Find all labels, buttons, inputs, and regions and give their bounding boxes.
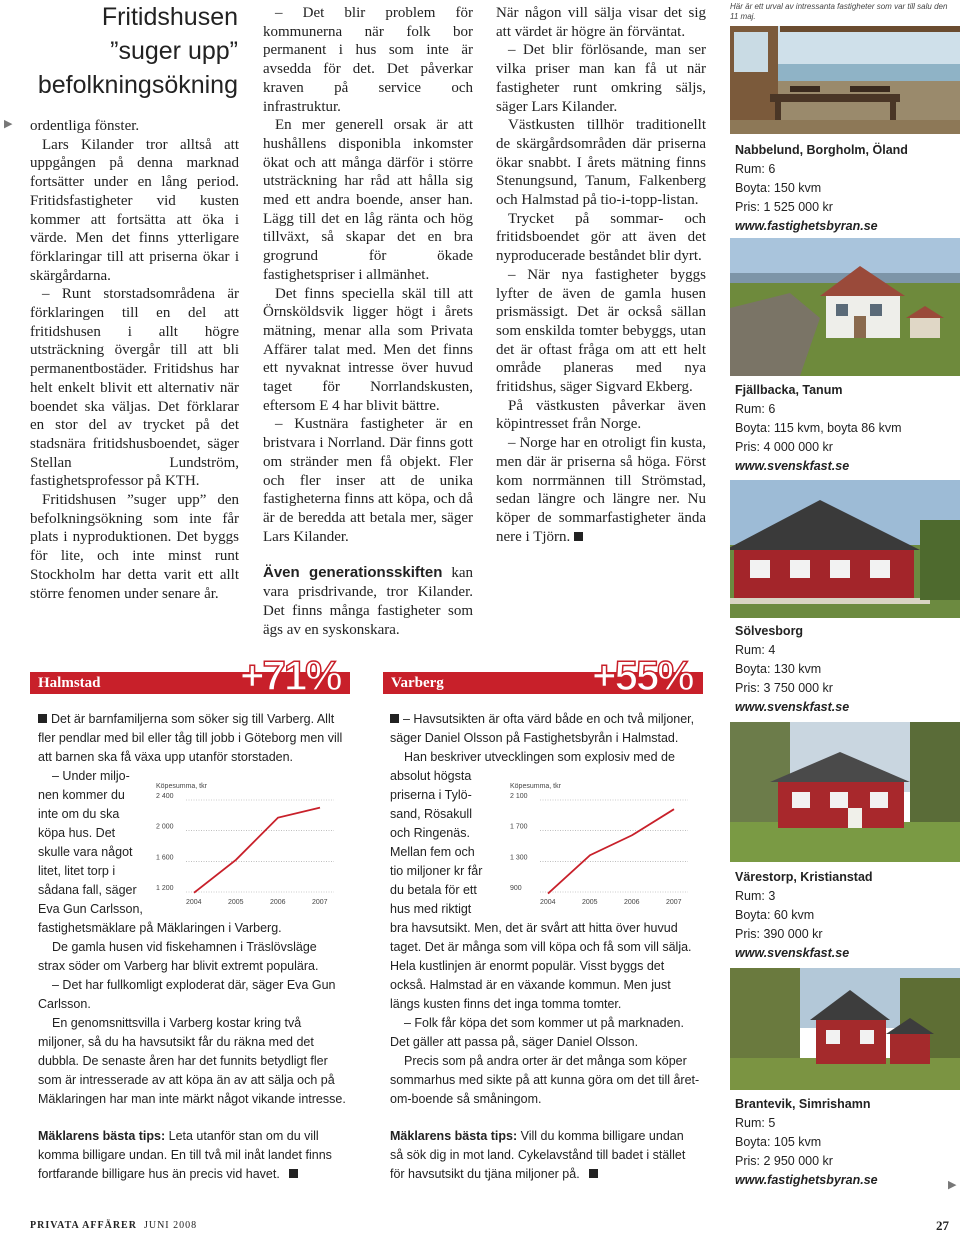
x-tick-label: 2004 <box>186 899 202 906</box>
quote-line: inte om du ska <box>38 807 120 821</box>
box-lead <box>390 710 700 748</box>
y-tick-label: 1 200 <box>156 885 174 892</box>
box-lead <box>38 710 346 767</box>
photo-nabbelund <box>730 26 960 134</box>
quote-line: nen kommer du <box>38 788 125 802</box>
box-title: Varberg <box>383 672 703 694</box>
paragraph: Trycket på sommar- och fritidsboendet gör att även det nyproducerade beståndet blir dyrt. <box>496 210 706 265</box>
listing-title: Sölvesborg <box>735 624 804 638</box>
listing-url[interactable]: www.fastighetsbyran.se <box>735 1173 878 1187</box>
chart-halmstad <box>154 772 344 912</box>
listing-rooms: Rum: 6 <box>735 162 776 176</box>
listing-varestorp <box>735 868 955 963</box>
paragraph: Det finns speciella skäl till att Örnsköldsvik ligger högt i årets mätning, menar alla som Privata Affärer talat med. Men det finns ett nyvaknat intresse över huvud taget för Norrlandskusten, eftersom E 4 har blivit bättre. <box>263 285 473 414</box>
heading-line-1: Fritidshusen <box>101 3 238 31</box>
listing-url[interactable]: www.svenskfast.se <box>735 946 850 960</box>
listing-price: Pris: 1 525 000 kr <box>735 200 833 214</box>
article-column-3 <box>496 4 706 546</box>
listing-title: Brantevik, Simrishamn <box>735 1097 871 1111</box>
box-line: tio miljoner kr får <box>390 864 483 878</box>
box-line: hus med riktigt <box>390 902 472 916</box>
x-tick-label: 2007 <box>312 899 328 906</box>
box-paragraph: fastighetsmäklare på Mäklaringen i Varberg. <box>38 921 282 935</box>
listing-price: Pris: 390 000 kr <box>735 927 823 941</box>
y-axis-label: Köpesumma, tkr <box>156 783 207 790</box>
listing-solvesborg <box>735 622 955 717</box>
box-line: och Ringenäs. <box>390 826 470 840</box>
paragraph-subhead <box>263 564 473 639</box>
listing-area: Boyta: 60 kvm <box>735 908 815 922</box>
listing-rooms: Rum: 4 <box>735 643 776 657</box>
quote-line: Eva Gun Carlsson, <box>38 902 143 916</box>
y-tick-label: 1 300 <box>510 854 528 862</box>
box-paragraph: De gamla husen vid fiskehamnen i Träslövsläge strax söder om Varberg har blivit extremt populära. <box>38 940 319 973</box>
continuation-arrow-icon: ▶ <box>948 1178 957 1191</box>
photo-solvesborg <box>730 480 960 618</box>
listing-price: Pris: 2 950 000 kr <box>735 1154 833 1168</box>
box-title: Halmstad <box>30 672 350 694</box>
x-tick-label: 2006 <box>270 899 286 906</box>
paragraph: Västkusten tillhör traditionellt de skärgårdsområden där priserna ökar snabbt. I årets mätning finns Stenungsund, Tanum, Falkenberg och Halmstad på tio-i-topp-listan. <box>496 117 706 209</box>
paragraph: En mer generell orsak är att hushållens disponibla inkomster ökat och att många därför i större utsträckning har råd att hålla sig med ett andra boende, anser han. Lägg till det en låg ränta och hög tillväxt, så skapar det en bra grogrund för ökade fastighetspriser i allmänhet. <box>263 117 473 283</box>
end-mark-icon <box>589 1169 598 1178</box>
article-column-2 <box>263 4 473 639</box>
listing-fjallbacka <box>735 381 957 476</box>
x-tick-label: 2006 <box>624 899 640 906</box>
y-tick-label: 2 100 <box>510 793 528 800</box>
issue-date: JUNI 2008 <box>143 1220 198 1231</box>
end-mark-icon <box>289 1169 298 1178</box>
heading-line-3: befolkningsökning <box>37 71 238 99</box>
paragraph: – Det blir förlösande, man ser vilka priser man kan få ut när fastigheter runt omkring säljs, säger Lars Kilander. <box>496 42 706 115</box>
listing-area: Boyta: 130 kvm <box>735 662 822 676</box>
paragraph-text: – Norge har en otroligt fin kusta, men där är priserna så höga. Först kom norrmännen till Strömstad, sedan längre och längre ner. Nu köper de sommarfastigheter ända nere i Tjörn. <box>496 435 706 545</box>
page-number: 27 <box>936 1218 949 1233</box>
quote-line: litet, litet torp i <box>38 864 116 878</box>
listing-title: Fjällbacka, Tanum <box>735 383 843 397</box>
photo-fjallbacka <box>730 238 960 376</box>
article-column-1 <box>30 117 239 603</box>
box-line: absolut högsta <box>390 769 472 783</box>
footer <box>30 1220 197 1231</box>
listing-area: Boyta: 150 kvm <box>735 181 822 195</box>
x-tick-label: 2005 <box>582 899 598 906</box>
y-tick-label: 2 400 <box>156 793 174 800</box>
listing-title: Värestorp, Kristianstad <box>735 870 873 884</box>
listing-rooms: Rum: 3 <box>735 889 776 903</box>
box-line: priserna i Tylö- <box>390 788 472 802</box>
paragraph: Fritidshusen ”suger upp” den befolkningsökning som inte får plats i nyproduktionen. Det byggs för lite, och inte minst runt Stockholm har detta varit ett allt större fenomen under senare år. <box>30 492 239 602</box>
box-line: sand, Rösakull <box>390 807 472 821</box>
y-axis-label: Köpesumma, tkr <box>510 783 561 790</box>
box-line: du betala för ett <box>390 883 477 897</box>
paragraph: ordentliga fönster. <box>30 118 140 134</box>
x-tick-label: 2004 <box>540 899 556 906</box>
x-tick-label: 2005 <box>228 899 244 906</box>
listing-area: Boyta: 115 kvm, boyta 86 kvm <box>735 421 902 435</box>
series-line <box>194 808 320 893</box>
listing-url[interactable]: www.fastighetsbyran.se <box>735 219 878 233</box>
bullet-square-icon <box>390 714 399 723</box>
tips-label: Mäklarens bästa tips: <box>38 1129 166 1143</box>
tips-label: Mäklarens bästa tips: <box>390 1129 518 1143</box>
box-percentage: +55% <box>592 652 693 699</box>
heading-line-2: ”suger upp” <box>110 37 238 65</box>
paragraph <box>496 434 706 546</box>
continuation-arrow-icon: ▶ <box>4 117 13 130</box>
listing-nabbelund <box>735 141 955 236</box>
box-lead-text: Det är barnfamiljerna som söker sig till Varberg. Allt fler pendlar med bil eller tåg till jobb i Göteborg men vill att barnen ska få växa upp utanför storstaden. <box>38 712 343 764</box>
quote-line: – Under miljo- <box>52 769 130 783</box>
box-tips <box>390 1127 700 1184</box>
listing-price: Pris: 4 000 000 kr <box>735 440 833 454</box>
paragraph: På västkusten påverkar även köpintresset från Norge. <box>496 397 706 433</box>
paragraph: När någon vill sälja visar det sig att värdet är högre än förväntat. <box>496 5 706 40</box>
tips-text: Leta utanför stan om du vill komma billigare undan. En till två mil inåt landet finns fortfarande billigare hus än precis vid havet. <box>38 1129 332 1181</box>
y-tick-label: 2 000 <box>156 823 174 831</box>
box-paragraph: – Folk får köpa det som kommer ut på marknaden. Det gäller att passa på, säger Daniel Olsson. <box>390 1016 684 1049</box>
listing-title: Nabbelund, Borgholm, Öland <box>735 143 908 157</box>
listing-url[interactable]: www.svenskfast.se <box>735 700 850 714</box>
box-tips <box>38 1127 346 1184</box>
y-tick-label: 1 600 <box>156 854 174 862</box>
article-heading <box>30 0 238 102</box>
listing-rooms: Rum: 5 <box>735 1116 776 1130</box>
quote-line: skulle vara något <box>38 845 133 859</box>
subhead: Även generationsskiften <box>263 564 443 582</box>
x-tick-label: 2007 <box>666 899 682 906</box>
quote-line: sådana fall, säger <box>38 883 137 897</box>
box-line: Han beskriver utvecklingen som explosiv med de <box>404 750 675 764</box>
box-percentage: +71% <box>240 652 341 699</box>
tips-text: Vill du komma billigare undan så sök dig in mot land. Cykelavstånd till badet i stället för havsutsikt du tjäna miljoner på. <box>390 1129 686 1181</box>
paragraph: Lars Kilander tror alltså att uppgången på denna marknad fortsätter under en lång period. Fritidsfastigheter vid kusten kommer att fortsätta att öka i värde. Men det finns ytterligare förklaringar till att priserna ökar i skärgårdarna. <box>30 136 239 284</box>
box-paragraph: – Det har fullkomligt exploderat där, säger Eva Gun Carlsson. <box>38 978 336 1011</box>
listing-brantevik <box>735 1095 955 1190</box>
box-paragraph: Precis som på andra orter är det många som köper sommarhus med sikte på att kunna göra om det till året-om-boende så småningom. <box>390 1054 700 1106</box>
y-tick-label: 1 700 <box>510 823 528 831</box>
magazine-name: PRIVATA AFFÄRER <box>30 1220 137 1231</box>
listing-area: Boyta: 105 kvm <box>735 1135 822 1149</box>
listing-url[interactable]: www.svenskfast.se <box>735 459 850 473</box>
paragraph: – Runt storstadsområdena är förklaringen till en del att fritidshusen i allt högre utsträckning övergår till att bli permanentbostäder. Fritidshus har helt enkelt blivit ett alternativ när boendet ska väljas. Det förklarar en stor del av trycket på det stadsnära fritidshusboendet, säger Stellan Lundström, fastighetsprofessor på KTH. <box>30 286 239 490</box>
paragraph: – När nya fastigheter byggs lyfter de även de gamla husen prismässigt. Det är också sällan som enskilda tomter bebyggs, utan det är oftast fråga om att ett helt område planeras med nya fritidshus, säger Sigvard Ekberg. <box>496 266 706 396</box>
quote-line: köpa hus. Det <box>38 826 116 840</box>
box-lead-text: – Havsutsikten är ofta värd både en och två miljoner, säger Daniel Olsson på Fastighetsbyrån i Halmstad. <box>390 712 695 745</box>
paragraph: – Det blir problem för kommunerna när folk bor permanent i hus som inte är avsedda för det. Det påverkar kraven på service och infrastruktur. <box>263 5 473 115</box>
paragraph-text: kan vara prisdrivande, tror Kilander. Det finns många fastigheter som ägs av en syskonskara. <box>263 565 473 638</box>
end-mark-icon <box>574 532 583 541</box>
bullet-square-icon <box>38 714 47 723</box>
y-tick-label: 900 <box>510 885 522 892</box>
paragraph: – Kustnära fastigheter är en bristvara i Norrland. Där finns gott om stränder men få objekt. Fler och fler inser att de unika fastigheterna finns att köpa, och då är de beredda att betala mer, säger Lars Kilander. <box>263 416 473 545</box>
box-paragraph: En genomsnittsvilla i Varberg kostar kring två miljoner, så du ha havsutsikt får du räkna med det dubbla. De senaste åren har det funnits betydligt fler som är intresserade av att köpa än av att sälja och på Mäklaringen har man inte märkt något vikande intresse. <box>38 1016 346 1106</box>
sidebar-caption: Här är ett urval av intressanta fastigheter som var till salu den 11 maj. <box>730 2 948 21</box>
box-paragraph: bra havsutsikt. Men, det är svårt att hitta över huvud taget. Det är många som vill köpa och få som vill sälja. Hela kustlinjen är enormt populär. Visst byggs det också. Halmstad är en växande kommun. Men just längs kusten finns det inga tomma tomter. <box>390 921 692 1011</box>
photo-varestorp <box>730 722 960 862</box>
series-line <box>548 809 674 893</box>
listing-rooms: Rum: 6 <box>735 402 776 416</box>
box-line: Mellan fem och <box>390 845 475 859</box>
chart-varberg <box>508 772 698 912</box>
photo-brantevik <box>730 968 960 1090</box>
listing-price: Pris: 3 750 000 kr <box>735 681 833 695</box>
